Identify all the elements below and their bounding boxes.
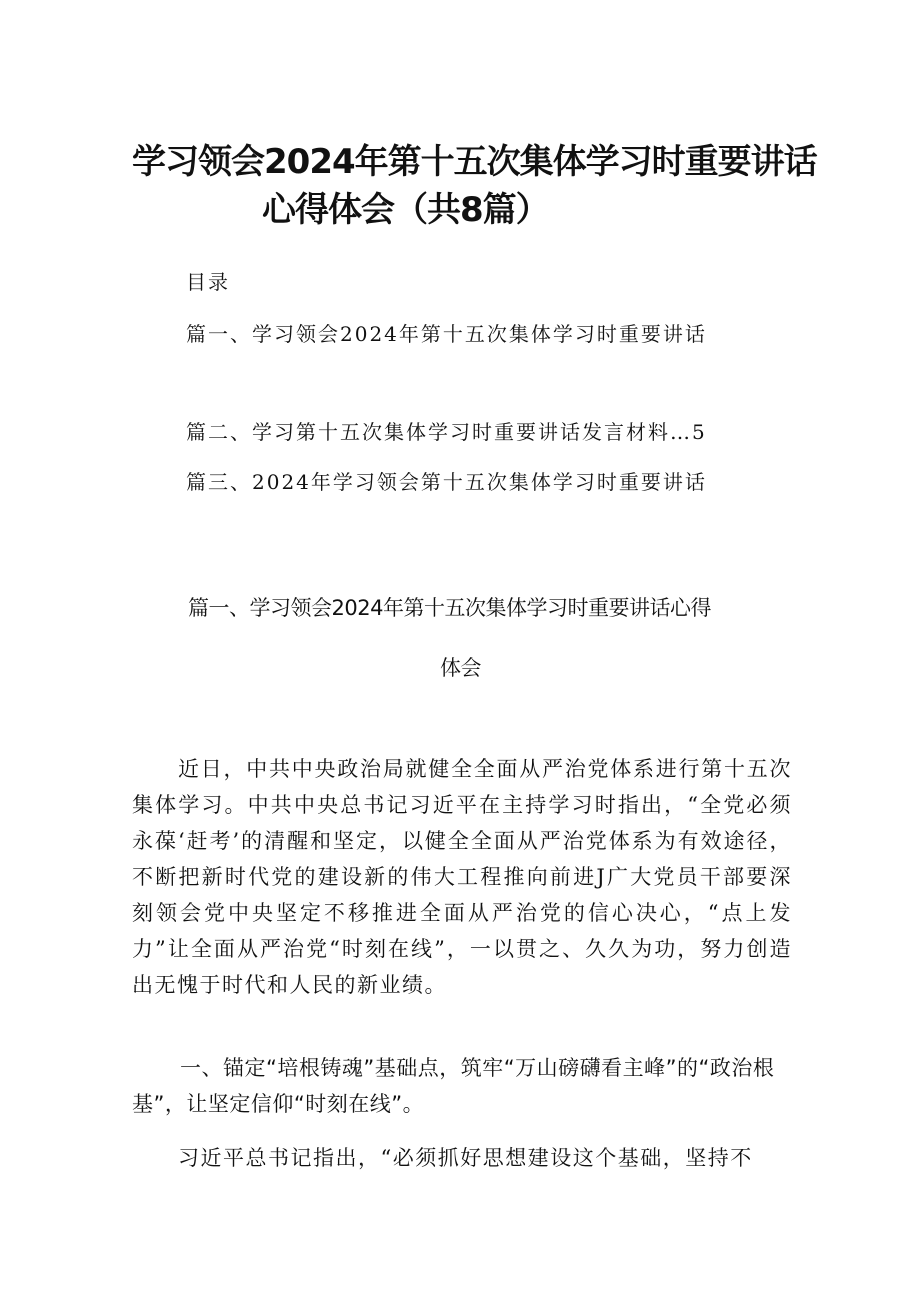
- toc-item-1[interactable]: 篇一、学习领会2024年第十五次集体学习时重要讲话: [186, 322, 707, 346]
- toc-item-3[interactable]: 篇三、2024年学习领会第十五次集体学习时重要讲话: [186, 470, 707, 494]
- toc-item-2[interactable]: 篇二、学习第十五次集体学习时重要讲话发言材料…5: [186, 420, 707, 444]
- subheading-1: 一、锚定“培根铸魂”基础点，筑牢“万山磅礴看主峰”的“政治根基”，让坚定信仰“时刻在线”。: [132, 1056, 775, 1116]
- toc-heading: 目录: [186, 270, 230, 294]
- section-title-line2: 体会: [440, 656, 481, 680]
- section-title-line1: 篇一、学习领会2024年第十五次集体学习时重要讲话心得: [188, 596, 711, 620]
- document-title-line1: 学习领会2024年第十五次集体学习时重要讲话: [132, 142, 817, 182]
- body-paragraph-2: 习近平总书记指出，“必须抓好思想建设这个基础，坚持不: [178, 1146, 753, 1170]
- body-paragraph-1: 近日，中共中央政治局就健全全面从严治党体系进行第十五次集体学习。中共中央总书记习近平在主持学习时指出，“全党必须永葆‘赶考’的清醒和坚定，以健全全面从严治党体系为有效途径，不断把新时代党的建设新的伟大工程推向前进J广大党员干部要深刻领会党中央坚定不移推进全面从严治党的信心决心，“点上发力”让全面从严治党“时刻在线”，一以贯之、久久为功，努力创造出无愧于时代和人民的新业绩。: [132, 757, 792, 997]
- document-title-line2: 心得体会（共8篇）: [262, 190, 549, 230]
